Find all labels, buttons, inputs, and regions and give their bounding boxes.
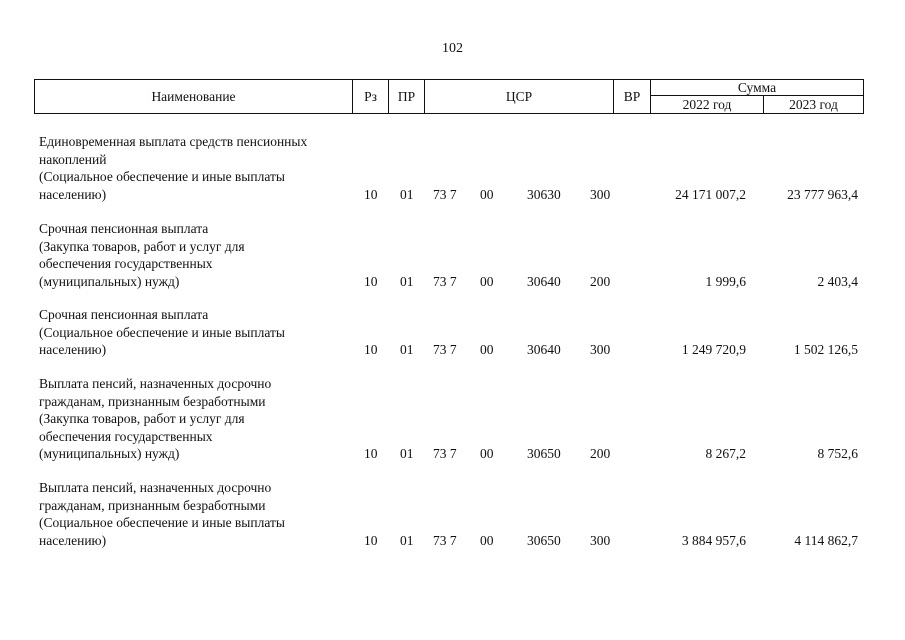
header-year-2022: 2022 год xyxy=(651,96,764,113)
row-rz: 10 xyxy=(364,273,378,289)
row-pr: 01 xyxy=(400,446,414,461)
row-sum-2022: 3 884 957,6 xyxy=(681,532,746,548)
table-header xyxy=(34,79,864,114)
table-row xyxy=(34,375,864,463)
table-row xyxy=(34,220,864,290)
row-csr-program: 73 7 xyxy=(433,532,457,548)
header-sum: Сумма xyxy=(651,80,863,96)
header-rz: Рз xyxy=(353,80,389,113)
row-name-line: (муниципальных) нужд) xyxy=(39,446,180,461)
row-rz: 10 xyxy=(364,532,378,548)
row-csr-sub: 00 xyxy=(480,342,494,357)
row-name xyxy=(39,479,351,549)
row-csr-sub: 00 xyxy=(480,273,494,289)
row-pr: 01 xyxy=(400,342,414,357)
row-sum-2022: 1 999,6 xyxy=(705,273,746,289)
header-name: Наименование xyxy=(35,80,353,113)
header-csr: ЦСР xyxy=(425,80,614,113)
row-name-line: (Социальное обеспечение и иные выплаты xyxy=(39,324,285,340)
header-pr: ПР xyxy=(389,80,425,113)
row-name-line: (Закупка товаров, работ и услуг для xyxy=(39,411,245,426)
row-csr-sub: 00 xyxy=(480,532,494,548)
row-name-line: (Закупка товаров, работ и услуг для xyxy=(39,238,245,254)
row-name-line: Единовременная выплата средств пенсионных xyxy=(39,134,308,149)
row-csr-program: 73 7 xyxy=(433,273,457,289)
row-rz: 10 xyxy=(364,342,378,357)
table-row xyxy=(34,133,864,203)
row-name-line: населению) xyxy=(39,532,107,548)
row-name-line: (муниципальных) нужд) xyxy=(39,273,180,289)
row-csr-code: 30650 xyxy=(527,446,561,461)
row-name-line: (Социальное обеспечение и иные выплаты xyxy=(39,515,285,530)
row-rz: 10 xyxy=(364,446,378,461)
table-row xyxy=(34,479,864,549)
row-name-line: гражданам, признанным безработными xyxy=(39,393,266,409)
row-vr: 300 xyxy=(590,532,611,548)
row-name-line: Срочная пенсионная выплата xyxy=(39,221,209,236)
row-name-line: (Социальное обеспечение и иные выплаты xyxy=(39,169,285,184)
row-name-line: накоплений xyxy=(39,151,107,167)
row-sum-2022: 24 171 007,2 xyxy=(675,186,746,202)
row-csr-sub: 00 xyxy=(480,446,494,461)
header-vr: ВР xyxy=(614,80,651,113)
row-pr: 01 xyxy=(400,186,414,202)
row-sum-2023: 2 403,4 xyxy=(817,273,858,289)
page-number: 102 xyxy=(442,41,463,56)
row-csr-code: 30630 xyxy=(527,186,561,202)
row-sum-2023: 23 777 963,4 xyxy=(787,186,858,202)
row-csr-sub: 00 xyxy=(480,186,494,202)
row-csr-code: 30640 xyxy=(527,342,561,357)
row-name xyxy=(39,306,351,359)
header-year-2023: 2023 год xyxy=(789,96,838,112)
row-name-line: населению) xyxy=(39,342,107,357)
row-csr-program: 73 7 xyxy=(433,446,457,461)
row-rz: 10 xyxy=(364,186,378,202)
row-name xyxy=(39,375,351,463)
row-name-line: населению) xyxy=(39,186,107,202)
row-name xyxy=(39,133,351,203)
row-pr: 01 xyxy=(400,532,414,548)
row-vr: 200 xyxy=(590,273,611,289)
row-name-line: Срочная пенсионная выплата xyxy=(39,307,209,322)
row-sum-2023: 8 752,6 xyxy=(817,446,858,461)
row-sum-2022: 8 267,2 xyxy=(705,446,746,461)
row-name-line: Выплата пенсий, назначенных досрочно xyxy=(39,480,272,495)
row-vr: 200 xyxy=(590,446,611,461)
row-pr: 01 xyxy=(400,273,414,289)
row-csr-program: 73 7 xyxy=(433,342,457,357)
row-name-line: обеспечения государственных xyxy=(39,256,213,271)
row-sum-2022: 1 249 720,9 xyxy=(681,342,746,357)
row-name xyxy=(39,220,351,290)
row-sum-2023: 1 502 126,5 xyxy=(793,342,858,357)
row-name-line: Выплата пенсий, назначенных досрочно xyxy=(39,376,272,391)
row-csr-code: 30640 xyxy=(527,273,561,289)
row-vr: 300 xyxy=(590,186,611,202)
row-csr-program: 73 7 xyxy=(433,186,457,202)
row-vr: 300 xyxy=(590,342,611,357)
row-csr-code: 30650 xyxy=(527,532,561,548)
row-name-line: гражданам, признанным безработными xyxy=(39,497,266,513)
row-sum-2023: 4 114 862,7 xyxy=(794,532,858,548)
row-name-line: обеспечения государственных xyxy=(39,428,213,444)
table-row xyxy=(34,306,864,359)
